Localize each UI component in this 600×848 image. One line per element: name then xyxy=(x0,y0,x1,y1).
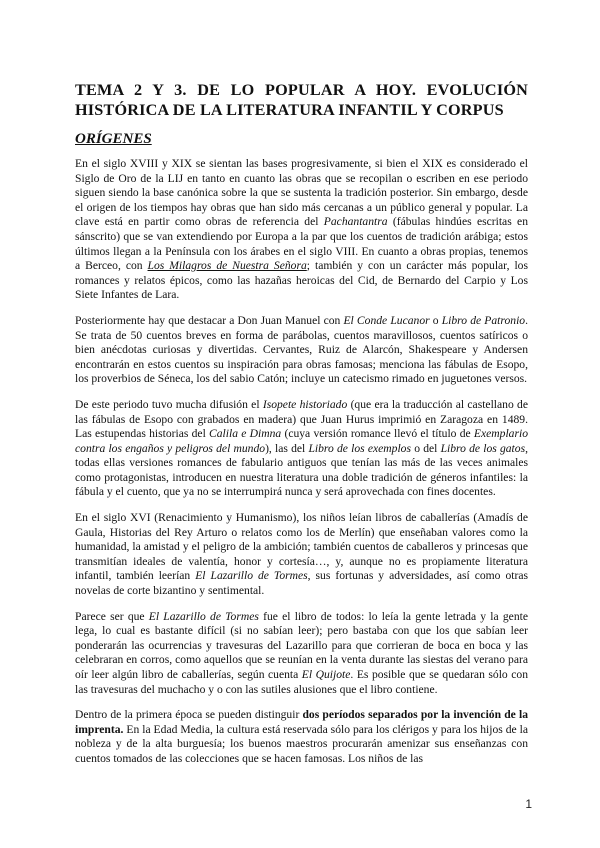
text-run: Parece ser que xyxy=(75,609,149,623)
text-run: o xyxy=(429,313,442,327)
paragraph-5 xyxy=(75,610,528,698)
text-run: Los Milagros de Nuestra Señora xyxy=(147,259,307,273)
paragraph-3 xyxy=(75,398,528,500)
text-run: , sus fortunas y adversidades, así como otras novelas de corte bizantino y sentimental. xyxy=(75,569,528,598)
text-run: fue el libro de todos: lo leía la gente letrada y la gente lega, lo cual es bastante difícil (si no sabían leer); pero bastaba con que los que sabían leer ponderarán las ocurrencias y travesuras del Lazarillo para que corrieran de boca en boca y las celebraran en corros, como aquellos que se reunían en la venta durante las siestas del verano para oír leer algún libro de caballerías, según cuenta xyxy=(75,609,528,681)
text-run: El Lazarillo de Tormes xyxy=(195,569,308,583)
paragraph-4 xyxy=(75,511,528,599)
paragraph-1 xyxy=(75,157,528,303)
text-run: Exemplario contra los engaños y peligros del mundo xyxy=(75,427,528,455)
text-run: El Lazarillo de Tormes xyxy=(148,609,259,623)
document-body xyxy=(75,80,528,778)
paragraph-6 xyxy=(75,708,528,766)
text-run: Isopete historiado xyxy=(262,397,348,411)
text-run: Libro de Patronio xyxy=(441,313,526,327)
text-run: , todas ellas versiones romances de fabulario antiguos que tenían las más de las veces animales como protagonistas, introducen en nuestra literatura una doble tradición de géneros infantiles: la fábula y el cuento, que ya no se interrumpirá nunca y será aprovechada con fines docentes. xyxy=(75,441,528,499)
text-run: (fábulas hindúes escritas en sánscrito) que se van extendiendo por Europa a la par que los cuentos de tradición arábiga; estos últimos llegan a la Península con los árabes en el siglo VIII. En cuanto a obras propias, tenemos a Berceo, con xyxy=(75,215,528,273)
text-run: Calila e Dimna xyxy=(209,427,282,441)
page-number: 1 xyxy=(525,797,532,811)
section-heading: ORÍGENES xyxy=(75,131,152,147)
text-run: Libro de los exemplos xyxy=(308,441,411,455)
text-run: o del xyxy=(411,441,441,455)
text-run: El Quijote xyxy=(301,668,351,681)
text-run: Posteriormente hay que destacar a Don Juan Manuel con xyxy=(75,313,344,327)
paragraph-2 xyxy=(75,314,528,387)
text-run: dos períodos separados por la invención de la imprenta. xyxy=(75,708,528,736)
text-run: En la Edad Media, la cultura está reservada sólo para los clérigos y para los hijos de la nobleza y de la alta burguesía; los buenos maestros procurarán amenizar sus enseñanzas con cuentos tomados de las colecciones que se hacen famosas. Los niños de las xyxy=(75,722,528,765)
text-run: De este periodo tuvo mucha difusión el xyxy=(75,397,263,411)
text-run: ), las del xyxy=(265,441,309,455)
text-run: . Se trata de 50 cuentos breves en forma de parábolas, cuentos maravillosos, cuentos satíricos o bien anécdotas curiosas y divertidas. Cervantes, Ruiz de Alarcón, Shakespeare y Andersen encontrarán en estos cuentos su inspiración para obras famosas; menciona las fábulas de Esopo, los proverbios de Séneca, los del sabio Catón; incluye un catecismo rimado en juguetones versos. xyxy=(75,313,528,386)
text-run: (que era la traducción al castellano de las fábulas de Esopo con grabados en madera) que Juan Hurus imprimió en Zaragoza en 1489. Las estupendas historias del xyxy=(75,397,528,441)
text-run: Pachantantra xyxy=(323,215,388,229)
text-run: El Conde Lucanor xyxy=(343,313,430,327)
text-run: En el siglo XVIII y XIX se sientan las bases progresivamente, si bien el XIX es considerado el Siglo de Oro de la LIJ en tanto en cuanto las obras que se recopilan o escriben en ese periodo siguen siendo la base canónica sobre la que se sustenta la tradición posterior. Sin embargo, desde el origen de los tiempos hay obras que han sido más cercanas a un público general y popular. La clave está en partir como obras de referencia del xyxy=(75,157,528,229)
text-run: . Es posible que se quedaran sólo con las travesuras del muchacho y o con las sutiles alusiones que el libro contiene. xyxy=(75,668,528,696)
text-run: (cuya versión romance llevó el título de xyxy=(281,427,474,441)
text-run: En el siglo XVI (Renacimiento y Humanismo), los niños leían libros de caballerías (Amadís de Gaula, Historias del Rey Arturo o relatos como los de Merlín) que enseñaban valores como la humanidad, la amistad y el peligro de la ambición; también cuentos de caballeros y princesas que transmitían ideales de valentía, honor y cortesía…, y, aunque no es propiamente literatura infantil, también leerían xyxy=(75,511,528,583)
text-run: ; también y con un carácter más popular, los romances y relatos épicos, como las hazañas heroicas del Cid, de Bernardo del Carpio y Los Siete Infantes de Lara. xyxy=(75,259,528,302)
text-run: Dentro de la primera época se pueden distinguir xyxy=(75,708,303,722)
text-run: Libro de los gatos xyxy=(440,441,526,455)
page-title: TEMA 2 Y 3. DE LO POPULAR A HOY. EVOLUCIÓN HISTÓRICA DE LA LITERATURA INFANTIL Y CORPUS xyxy=(75,81,528,119)
